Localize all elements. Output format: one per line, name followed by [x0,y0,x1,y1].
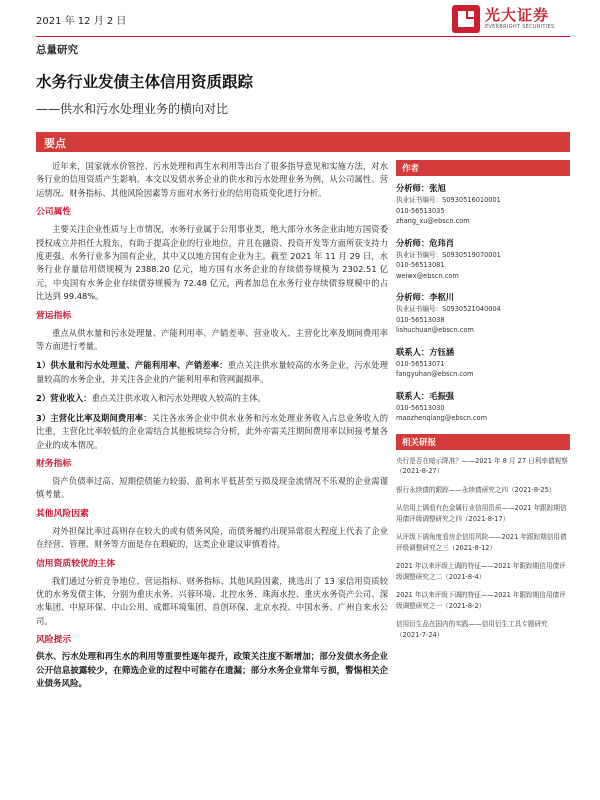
operating-item-3 [36,412,388,452]
section-heading-company-attributes: 公司属性 [36,207,72,218]
contact-email[interactable]: fangyuhan@ebscn.com [396,370,474,378]
related-report-item[interactable]: 从信用上调看有色金属行业信用资质——2021 年跟踪期信用债评级调整研究之四（2021-8-17） [396,504,567,523]
contact-email[interactable]: maozhenqiang@ebscn.com [396,414,488,422]
section-text-other-risks: 对外担保比率过高则存在较大的或有债务风险，而债务履约出现异常很大程度上代表了企业在经营、管理、财务等方面是存在瑕疵的，这类企业建议审慎看待。 [36,525,388,550]
section-heading-financial-indicators: 财务指标 [36,458,72,469]
analyst-card [396,237,570,282]
section-text-company-attributes: 主要关注企业性质与上市情况，水务行业属于公用事业类，绝大部分水务企业由地方国资委授权成立并担任大股东，有助于提高企业的行业地位，并且在融资、投资开发等方面所获支持力度更强。水务行业多为国有企业，其中又以地方国有企业为主。截至 2021 年 11 月 29 日，水务行业存量信用债规模为 2388.20 亿元，地方国有水务企业的存续债券规模为 2302.51 亿元，中央国有水务企业存续债券规模为 72.48 亿元，两者加总在水务行业存续债券规模中的占比达到 99.48%。 [36,224,388,302]
analyst-email[interactable]: weiwx@ebscn.com [396,271,459,280]
company-logo [452,4,570,34]
operating-item-2-text: 重点关注供水收入和污水处理收入较高的主体。 [91,393,266,404]
related-report-item[interactable]: 信用衍生品在国内的实践——信用衍生工具专题研究（2021-7-24） [396,620,548,639]
analyst-name: 分析师：李枢川 [396,292,455,302]
related-reports-label: 相关研报 [402,437,437,448]
section-text-risk-warning: 供水、污水处理和再生水的利用等重要性逐年提升，政策关注度不断增加；部分发债水务企业公开信息披露较少，在筛选企业的过程中可能存在遗漏；部分水务企业常年亏损，警惕相关企业债务风险。 [36,652,388,690]
analyst-phone: 010-56513035 [396,206,445,215]
contact-phone: 010-56513071 [396,359,445,368]
section-heading-operating-indicators: 营运指标 [36,310,72,321]
operating-item-2 [36,392,388,405]
section-text-operating-indicators: 重点从供水量和污水处理量、产能利用率、产销差率、营业收入、主营化比率及期间费用率等方面进行考量。 [36,327,388,352]
related-reports-header [396,434,570,450]
contact-card [396,390,570,424]
section-text-quality-issuers: 我们通过分析竞争地位、营运指标、财务指标、其他风险因素，挑选出了 13 家信用资质较优的水务发债主体，分别为重庆水务、兴蓉环境、北控水务、珠海水控、重庆水务资产公司、深水集团、中原环保、中山公用、成都环境集团、首创环保、北京水投、中国水务、广州自来水公司。 [36,575,388,626]
related-report-item[interactable]: 银行永续债的跟踪——永续债研究之四（2021-8-25） [396,485,556,494]
report-date: 2021 年 12 月 2 日 [36,16,127,27]
main-column [36,160,388,692]
contact-name: 联系人：毛振强 [396,390,455,401]
analyst-email[interactable]: lishuchuan@ebscn.com [396,326,474,334]
authors-label: 作者 [402,164,420,174]
analyst-card [396,182,570,227]
analyst-card [396,291,570,336]
authors-header [396,160,570,176]
analyst-phone: 010-56513038 [396,315,445,324]
analyst-license: 执业证书编号：S0930521040004 [396,305,501,313]
operating-item-3-text: 关注各水务企业中供水业务和污水处理业务收入占总业务收入的比重，主营化比率较低的企业需结合其他板块综合分析，此外亦需关注期间费用率以间接考量各企业的成本情况。 [36,412,388,450]
section-heading-risk-warning: 风险提示 [36,635,72,646]
operating-item-1-text: 重点关注供水量较高的水务企业，污水处理量较高的水务企业，并关注各企业的产能利用率和管网漏损率。 [36,360,388,384]
intro-paragraph: 近年来，国家就水价管控、污水处理和再生水利用等出台了很多指导意见和实施方法，对水务行业的信用资质产生影响。本文以发债水务企业的供水和污水处理业务为例，从公司属性、营运情况、财务指标、其他风险因素等方面对水务行业的信用资质变化进行分析。 [36,161,388,198]
analyst-license: 执业证书编号：S0930519070001 [396,250,501,259]
header-divider [36,36,570,37]
logo-chinese-name: 光大证券 [485,6,550,24]
related-report-item[interactable]: 从评级下调角度看房企信用风险——2021 年跟踪期信用债评级调整研究之三（2021-8-12） [396,533,567,552]
analyst-name: 分析师：危玮肖 [396,237,455,248]
report-subtitle: ——供水和污水处理业务的横向对比 [36,102,229,116]
section-heading-other-risks: 其他风险因素 [36,508,89,519]
operating-item-1 [36,359,388,386]
operating-item-1-title: 1）供水量和污水处理量、产能利用率、产销差率： [36,360,228,371]
operating-item-2-title: 2）营业收入： [36,393,92,404]
section-heading-quality-issuers: 信用资质较优的主体 [36,558,116,569]
contact-phone: 010-56513030 [396,403,445,412]
contact-name: 联系人：方钰涵 [396,346,455,357]
contact-card [396,346,570,380]
related-report-item[interactable]: 央行是否在暗示降准？——2021 年 8 月 27 日利率债观察（2021-8-27） [396,456,568,475]
analyst-license: 执业证书编号：S0930516010001 [396,196,501,204]
analyst-name: 分析师：张旭 [396,183,446,193]
report-category: 总量研究 [36,44,78,56]
related-report-item[interactable]: 2021 年以来评级下调的特征——2021 年跟踪期信用债评级调整研究之一（2021-8-2） [396,591,566,610]
key-points-bar [36,132,570,152]
section-text-financial-indicators: 资产负债率过高、短期偿债能力较弱、盈利水平低甚至亏损及现金流情况不乐观的企业需谨慎考量。 [36,475,388,500]
sidebar [396,160,570,648]
logo-english-name: EVERBRIGHT SECURITIES [485,24,555,30]
analyst-email[interactable]: zhang_xu@ebscn.com [396,217,470,225]
related-report-item[interactable]: 2021 年以来评级上调的特征——2021 年跟踪期信用债评级调整研究之二（2021-8-4） [396,562,566,581]
operating-item-3-title: 3）主营化比率及期间费用率： [36,412,152,423]
report-title: 水务行业发债主体信用资质跟踪 [36,73,254,91]
brand-logo-icon [452,5,480,33]
key-points-label: 要点 [44,137,66,150]
analyst-phone: 010-56513081 [396,261,445,269]
